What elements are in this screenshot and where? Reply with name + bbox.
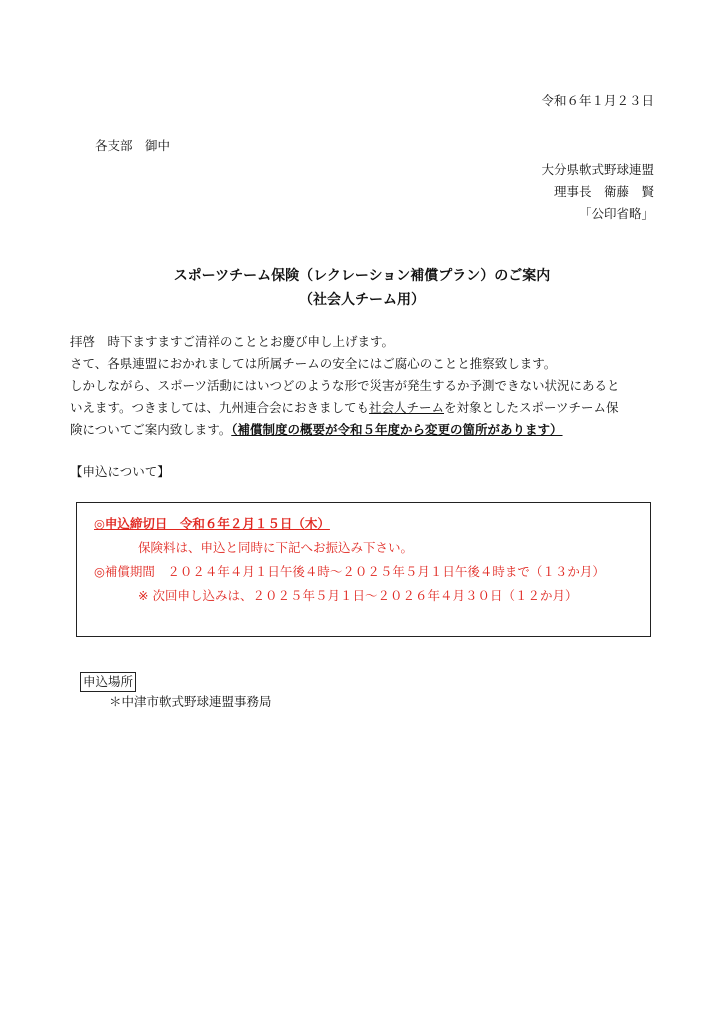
application-deadline: ◎申込締切日 令和６年２月１５日（木） (94, 516, 330, 531)
target-team-emphasis: 社会人チーム (369, 400, 445, 415)
payment-note: 保険料は、申込と同時に下記へお振込み下さい。 (138, 540, 414, 555)
body-line-4-post: を対象としたスポーツチーム保 (444, 400, 619, 415)
body-line-4-pre: いえます。つきましては、九州連合会におきましても (70, 400, 370, 415)
body-line-5 (70, 424, 563, 437)
body-line-4 (70, 402, 619, 415)
sender-organization: 大分県軟式野球連盟 (541, 162, 654, 177)
next-application-note: ※ 次回申し込みは、２０２５年５月１日～２０２６年４月３０日（１２か月） (138, 588, 578, 603)
application-heading: 【申込について】 (70, 464, 170, 479)
seal-note: 「公印省略」 (578, 206, 654, 221)
change-notice: （補償制度の概要が令和５年度から変更の箇所があります） (231, 422, 563, 437)
body-line-1: 拝啓 時下ますますご清祥のこととお慶び申し上げます。 (70, 334, 395, 349)
body-line-3: しかしながら、スポーツ活動にはいつどのような形で災害が発生するか予測できない状況にあると (70, 378, 620, 393)
body-line-2: さて、各県連盟におかれましては所属チームの安全にはご腐心のことと推察致します。 (70, 356, 557, 371)
application-place-value: ＊中津市軟式野球連盟事務局 (109, 694, 272, 709)
document-date: 令和６年１月２３日 (541, 93, 654, 108)
sender-person: 理事長 衛藤 賢 (553, 184, 654, 199)
application-place-label: 申込場所 (80, 672, 136, 692)
document-subtitle: （社会人チーム用） (299, 292, 425, 308)
body-line-5-pre: 険についてご案内致します。 (70, 422, 232, 437)
coverage-period: ◎補償期間 ２０２４年４月１日午後４時～２０２５年５月１日午後４時まで（１３か月） (94, 564, 605, 579)
document-title: スポーツチーム保険（レクレーション補償プラン）のご案内 (173, 268, 551, 284)
addressee: 各支部 御中 (95, 138, 171, 153)
